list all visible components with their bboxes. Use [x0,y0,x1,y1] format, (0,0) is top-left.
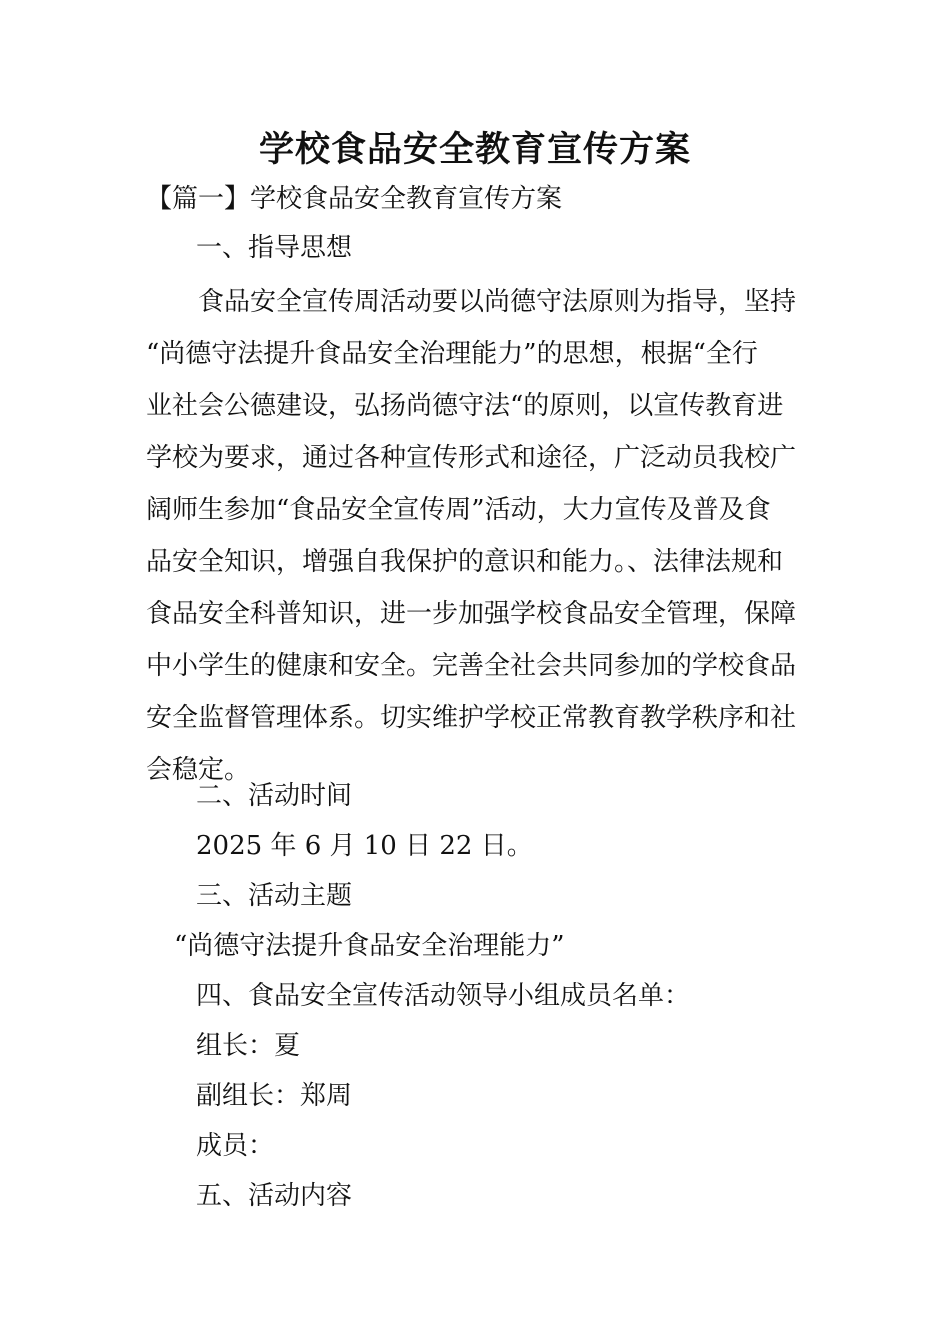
paragraph-line: 食品安全科普知识，进一步加强学校食品安全管理，保障 [146,599,797,629]
section-3-heading: 三、活动主题 [196,881,353,911]
paragraph-line: 学校为要求，通过各种宣传形式和途径，广泛动员我校广 [146,443,797,473]
document-title: 学校食品安全教育宣传方案 [258,130,691,170]
paragraph-line: 中小学生的健康和安全。完善全社会共同参加的学校食品 [146,651,797,681]
paragraph-line: 品安全知识，增强自我保护的意识和能力。、法律法规和 [146,547,784,577]
deputy-leader: 副组长：郑周 [196,1081,353,1111]
paragraph-line: 食品安全宣传周活动要以尚德守法原则为指导，坚持 [198,287,797,317]
section-2-heading: 二、活动时间 [196,781,353,811]
section-5-heading: 五、活动内容 [196,1181,353,1211]
paragraph-line: 业社会公德建设，弘扬尚德守法“的原则，以宣传教育进 [146,391,784,421]
activity-theme: “尚德守法提升食品安全治理能力” [174,931,565,961]
paragraph-line: 安全监督管理体系。切实维护学校正常教育教学秩序和社 [146,703,797,733]
activity-date: 2025 年 6 月 10 日 22 日。 [196,831,533,861]
paragraph-line: 会稳定。 [146,755,251,785]
group-members: 成员： [196,1131,275,1161]
group-leader: 组长：夏 [196,1031,301,1061]
paragraph-line: 阔师生参加“食品安全宣传周”活动，大力宣传及普及食 [146,495,771,525]
section-4-heading: 四、食品安全宣传活动领导小组成员名单： [196,981,691,1011]
section-1-paragraph [146,276,806,796]
section-1-heading: 一、指导思想 [196,233,353,263]
document-subheading: 【篇一】学校食品安全教育宣传方案 [146,184,563,214]
paragraph-line: “尚德守法提升食品安全治理能力”的思想，根据“全行 [146,339,758,369]
